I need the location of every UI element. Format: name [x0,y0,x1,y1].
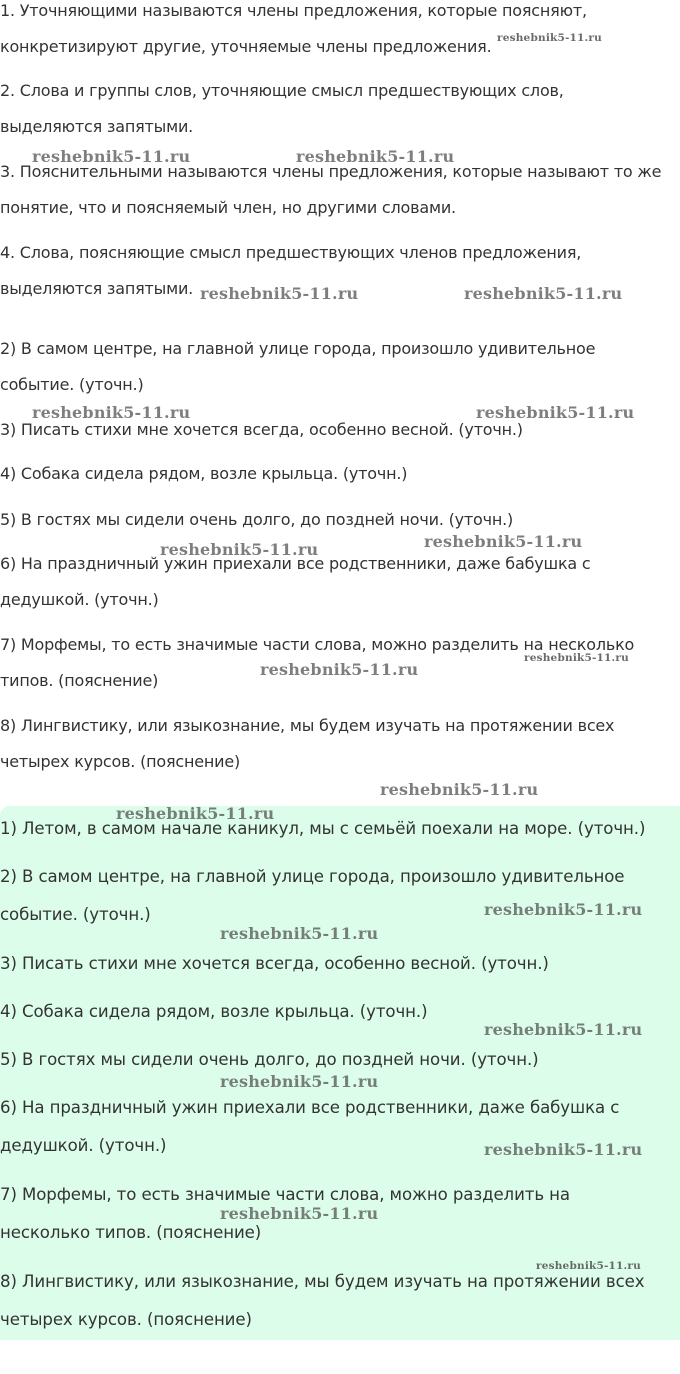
watermark: reshebnik5-11.ru [464,284,623,303]
theory-line: 3. Пояснительными называются члены предложения, которые называют то же [0,162,662,181]
watermark: reshebnik5-11.ru [160,540,319,559]
watermark: reshebnik5-11.ru [497,32,602,44]
answer-line: несколько типов. (пояснение) [0,1223,262,1242]
answer-line: 2) В самом центре, на главной улице города, произошло удивительное [0,867,625,886]
watermark: reshebnik5-11.ru [220,924,379,943]
watermark: reshebnik5-11.ru [380,780,539,799]
example-line: дедушкой. (уточн.) [0,590,159,609]
watermark: reshebnik5-11.ru [524,652,629,664]
theory-line: выделяются запятыми. [0,279,194,298]
answer-line: четырех курсов. (пояснение) [0,1310,252,1329]
example-line: четырех курсов. (пояснение) [0,752,241,771]
example-line: 7) Морфемы, то есть значимые части слова, можно разделить на несколько [0,635,635,654]
theory-line: конкретизируют другие, уточняемые члены предложения. [0,37,492,56]
theory-line: выделяются запятыми. [0,117,194,136]
answer-line: событие. (уточн.) [0,905,151,924]
watermark: reshebnik5-11.ru [484,1020,643,1039]
watermark: reshebnik5-11.ru [536,1260,641,1272]
watermark: reshebnik5-11.ru [220,1204,379,1223]
theory-line: 1. Уточняющими называются члены предложения, которые поясняют, [0,1,587,20]
answer-line: 6) На праздничный ужин приехали все родственники, даже бабушка с [0,1098,620,1117]
example-line: 3) Писать стихи мне хочется всегда, особенно весной. (уточн.) [0,420,523,439]
watermark: reshebnik5-11.ru [220,1072,379,1091]
theory-line: 4. Слова, поясняющие смысл предшествующих членов предложения, [0,243,582,262]
answer-line: 5) В гостях мы сидели очень долго, до поздней ночи. (уточн.) [0,1050,539,1069]
answer-line: 7) Морфемы, то есть значимые части слова, можно разделить на [0,1185,570,1204]
watermark: reshebnik5-11.ru [424,532,583,551]
example-line: 4) Собака сидела рядом, возле крыльца. (уточн.) [0,464,408,483]
answer-line: 1) Летом, в самом начале каникул, мы с семьёй поехали на море. (уточн.) [0,819,646,838]
example-line: 5) В гостях мы сидели очень долго, до поздней ночи. (уточн.) [0,510,514,529]
example-line: событие. (уточн.) [0,375,144,394]
watermark: reshebnik5-11.ru [476,403,635,422]
example-line: 8) Лингвистику, или языкознание, мы будем изучать на протяжении всех [0,716,615,735]
watermark: reshebnik5-11.ru [32,147,191,166]
example-line: 6) На праздничный ужин приехали все родственники, даже бабушка с [0,554,591,573]
answer-line: 3) Писать стихи мне хочется всегда, особенно весной. (уточн.) [0,954,549,973]
example-line: 2) В самом центре, на главной улице города, произошло удивительное [0,339,596,358]
answer-line: 8) Лингвистику, или языкознание, мы будем изучать на протяжении всех [0,1272,645,1291]
watermark: reshebnik5-11.ru [200,284,359,303]
watermark: reshebnik5-11.ru [116,804,275,823]
answer-line: 4) Собака сидела рядом, возле крыльца. (уточн.) [0,1002,428,1021]
theory-line: понятие, что и поясняемый член, но другими словами. [0,198,456,217]
theory-line: 2. Слова и группы слов, уточняющие смысл предшествующих слов, [0,81,564,100]
watermark: reshebnik5-11.ru [32,403,191,422]
watermark: reshebnik5-11.ru [484,1140,643,1159]
answer-line: дедушкой. (уточн.) [0,1136,167,1155]
watermark: reshebnik5-11.ru [296,147,455,166]
watermark: reshebnik5-11.ru [260,660,419,679]
watermark: reshebnik5-11.ru [484,900,643,919]
example-line: типов. (пояснение) [0,671,159,690]
